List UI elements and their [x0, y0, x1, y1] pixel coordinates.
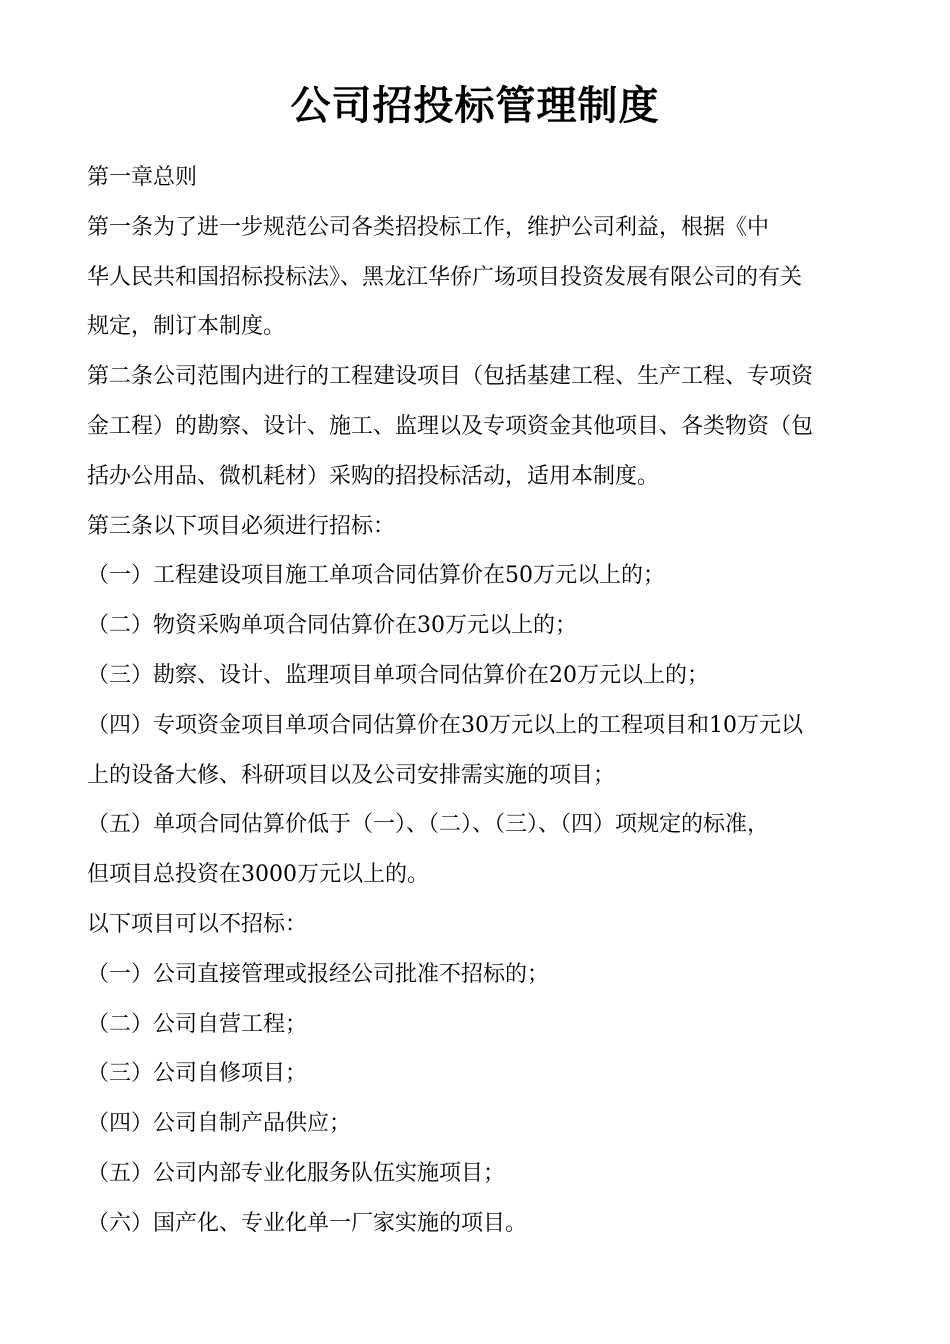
body-line: （四）专项资金项目单项合同估算价在30万元以上的工程项目和10万元以	[87, 712, 803, 738]
body-line: 上的设备大修、科研项目以及公司安排需实施的项目；	[87, 762, 616, 788]
body-line: （五）单项合同估算价低于（一）、（二）、（三）、（四）项规定的标准，	[87, 812, 770, 838]
body-line: （三）勘察、设计、监理项目单项合同估算价在20万元以上的；	[87, 662, 709, 688]
body-line: （四）公司自制产品供应；	[87, 1111, 352, 1137]
body-line: 括办公用品、微机耗材）采购的招投标活动，适用本制度。	[87, 463, 660, 489]
body-line: 第一条为了进一步规范公司各类招投标工作，维护公司利益，根据《中	[87, 214, 770, 240]
body-line: 金工程）的勘察、设计、施工、监理以及专项资金其他项目、各类物资（包	[87, 413, 814, 439]
body-line: 但项目总投资在3000万元以上的。	[87, 862, 429, 888]
body-line: 第二条公司范围内进行的工程建设项目（包括基建工程、生产工程、专项资	[87, 364, 814, 390]
body-line: （三）公司自修项目；	[87, 1061, 308, 1087]
document-title: 公司招投标管理制度	[290, 83, 660, 129]
body-line: （一）公司直接管理或报经公司批准不招标的；	[87, 961, 550, 987]
body-line: （五）公司内部专业化服务队伍实施项目；	[87, 1160, 506, 1186]
body-line: 第一章总则	[87, 165, 198, 190]
body-line: 华人民共和国招标投标法》、黑龙江华侨广场项目投资发展有限公司的有关	[87, 264, 803, 290]
body-line: （六）国产化、专业化单一厂家实施的项目。	[87, 1210, 528, 1236]
document-body	[87, 153, 887, 1249]
body-line: 以下项目可以不招标：	[87, 911, 308, 937]
body-line: 规定，制订本制度。	[87, 314, 286, 340]
body-line: （二）物资采购单项合同估算价在30万元以上的；	[87, 613, 577, 639]
body-line: （一）工程建设项目施工单项合同估算价在50万元以上的；	[87, 563, 665, 589]
body-line: （二）公司自营工程；	[87, 1011, 308, 1037]
body-line: 第三条以下项目必须进行招标：	[87, 513, 396, 539]
